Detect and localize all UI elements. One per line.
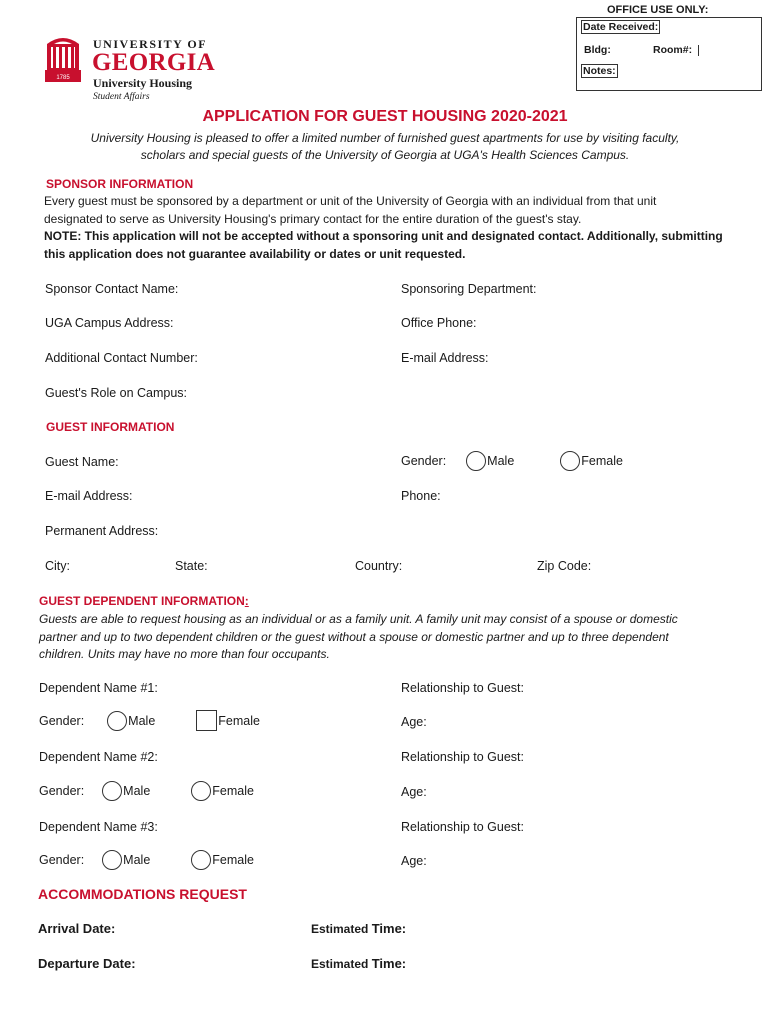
- dependent-2-male-label: Male: [123, 784, 151, 798]
- room-label: Room#:: [653, 44, 693, 56]
- dependent-heading-colon: :: [244, 594, 249, 608]
- arrival-time-estimated: Estimated: [311, 922, 369, 936]
- dependent-2-male-radio[interactable]: [102, 781, 122, 801]
- dependent-3-female-label: Female: [212, 853, 254, 867]
- dependent-text-line-1: Guests are able to request housing as an individual or as a family unit. A family unit may consist of a spouse or domestic: [39, 612, 678, 626]
- notes-field[interactable]: [581, 65, 618, 77]
- logo-student-affairs: Student Affairs: [93, 92, 150, 102]
- dependent-2-gender-group: [39, 781, 254, 801]
- bldg-label[interactable]: Bldg:: [584, 44, 611, 56]
- state-field[interactable]: State:: [175, 559, 208, 573]
- guest-name-field[interactable]: Guest Name:: [45, 455, 119, 469]
- logo-university-of: UNIVERSITY OF: [93, 37, 208, 51]
- dependent-text: [39, 611, 739, 664]
- departure-time-estimated: Estimated: [311, 957, 369, 971]
- sponsor-email-field[interactable]: E-mail Address:: [401, 351, 489, 365]
- dependent-1-gender-group: [39, 710, 260, 731]
- dependent-3-male-label: Male: [123, 853, 151, 867]
- guest-gender-group: [401, 451, 623, 471]
- dependent-3-gender-group: [39, 850, 254, 870]
- guest-female-radio[interactable]: [560, 451, 580, 471]
- sponsor-note-line-1: NOTE: This application will not be accepted without a sponsoring unit and designated contact. Additionally, submitting: [44, 229, 723, 243]
- guest-heading: GUEST INFORMATION: [46, 420, 175, 434]
- sponsor-heading: SPONSOR INFORMATION: [46, 177, 194, 191]
- dependent-heading-text: GUEST DEPENDENT INFORMATION: [39, 594, 245, 608]
- departure-date-field[interactable]: Departure Date:: [38, 956, 136, 971]
- guest-phone-field[interactable]: Phone:: [401, 489, 441, 503]
- dependent-1-female-label: Female: [218, 713, 260, 728]
- dependent-2-age-field[interactable]: Age:: [401, 785, 427, 799]
- dependent-heading: [39, 594, 249, 608]
- dependent-2-female-label: Female: [212, 784, 254, 798]
- accommodations-heading: ACCOMMODATIONS REQUEST: [38, 886, 247, 902]
- sponsoring-department-field[interactable]: Sponsoring Department:: [401, 282, 537, 296]
- departure-time-label: Time:: [371, 956, 407, 971]
- departure-time-field[interactable]: [311, 956, 406, 971]
- sponsor-contact-name-field[interactable]: Sponsor Contact Name:: [45, 282, 179, 296]
- dependent-2-name-field[interactable]: Dependent Name #2:: [39, 750, 158, 764]
- guest-email-field[interactable]: E-mail Address:: [45, 489, 133, 503]
- sponsor-text-line-1: Every guest must be sponsored by a department or unit of the University of Georgia with an individual from that unit: [44, 194, 657, 208]
- office-use-box: [576, 17, 762, 91]
- dependent-1-gender-label: Gender:: [39, 713, 85, 728]
- additional-contact-number-field[interactable]: Additional Contact Number:: [45, 351, 198, 365]
- dependent-3-name-field[interactable]: Dependent Name #3:: [39, 820, 158, 834]
- dependent-1-female-checkbox[interactable]: [196, 710, 217, 731]
- permanent-address-field[interactable]: Permanent Address:: [45, 524, 159, 538]
- dependent-1-relationship-field[interactable]: Relationship to Guest:: [401, 681, 524, 695]
- intro-text: [40, 130, 730, 164]
- office-phone-field[interactable]: Office Phone:: [401, 316, 477, 330]
- guest-male-radio[interactable]: [466, 451, 486, 471]
- dependent-2-female-radio[interactable]: [191, 781, 211, 801]
- dependent-3-female-radio[interactable]: [191, 850, 211, 870]
- dependent-text-line-3: children. Units may have no more than four occupants.: [39, 647, 330, 661]
- dependent-3-age-field[interactable]: Age:: [401, 854, 427, 868]
- zip-code-field[interactable]: Zip Code:: [537, 559, 592, 573]
- sponsor-note-line-2: this application does not guarantee availability or dates or unit requested.: [44, 246, 466, 261]
- dependent-3-relationship-field[interactable]: Relationship to Guest:: [401, 820, 524, 834]
- guest-role-field[interactable]: Guest's Role on Campus:: [45, 386, 188, 400]
- guest-gender-label: Gender:: [401, 454, 447, 468]
- dependent-1-male-label: Male: [128, 713, 156, 728]
- logo-georgia: GEORGIA: [92, 49, 215, 76]
- arrival-date-field[interactable]: Arrival Date:: [38, 921, 116, 936]
- arch-year: 1785: [56, 75, 70, 81]
- sponsor-text: [44, 193, 744, 228]
- dependent-1-name-field[interactable]: Dependent Name #1:: [39, 681, 158, 695]
- dependent-3-gender-label: Gender:: [39, 853, 85, 867]
- date-received-label: Date Received:: [583, 21, 659, 33]
- sponsor-text-line-2: designated to serve as University Housing's primary contact for the entire duration of the guest's stay.: [44, 211, 582, 226]
- dependent-1-age-field[interactable]: Age:: [401, 715, 427, 729]
- intro-line-2: scholars and special guests of the University of Georgia at UGA's Health Sciences Campus.: [140, 148, 630, 162]
- uga-arch-logo-icon: [45, 30, 81, 86]
- city-field[interactable]: City:: [45, 559, 70, 573]
- logo-university-housing: University Housing: [93, 76, 193, 90]
- dependent-3-male-radio[interactable]: [102, 850, 122, 870]
- dependent-2-gender-label: Gender:: [39, 784, 85, 798]
- dependent-text-line-2: partner and up to two dependent children or the guest without a spouse or domestic partner and up to three dependent: [39, 629, 669, 644]
- page-title: APPLICATION FOR GUEST HOUSING 2020-2021: [202, 108, 568, 125]
- date-received-field[interactable]: [581, 21, 660, 33]
- arrival-time-field[interactable]: [311, 921, 406, 936]
- dependent-2-relationship-field[interactable]: Relationship to Guest:: [401, 750, 524, 764]
- notes-label: Notes:: [583, 65, 616, 77]
- guest-female-label: Female: [581, 454, 623, 468]
- guest-male-label: Male: [487, 454, 515, 468]
- sponsor-note: [44, 228, 744, 263]
- intro-line-1: University Housing is pleased to offer a limited number of furnished guest apartments for use by visiting faculty,: [90, 131, 680, 145]
- arrival-time-label: Time:: [371, 921, 407, 936]
- campus-address-field[interactable]: UGA Campus Address:: [45, 316, 174, 330]
- office-use-heading: OFFICE USE ONLY:: [607, 4, 709, 16]
- dependent-1-male-radio[interactable]: [107, 711, 127, 731]
- country-field[interactable]: Country:: [355, 559, 403, 573]
- room-field[interactable]: [653, 44, 699, 56]
